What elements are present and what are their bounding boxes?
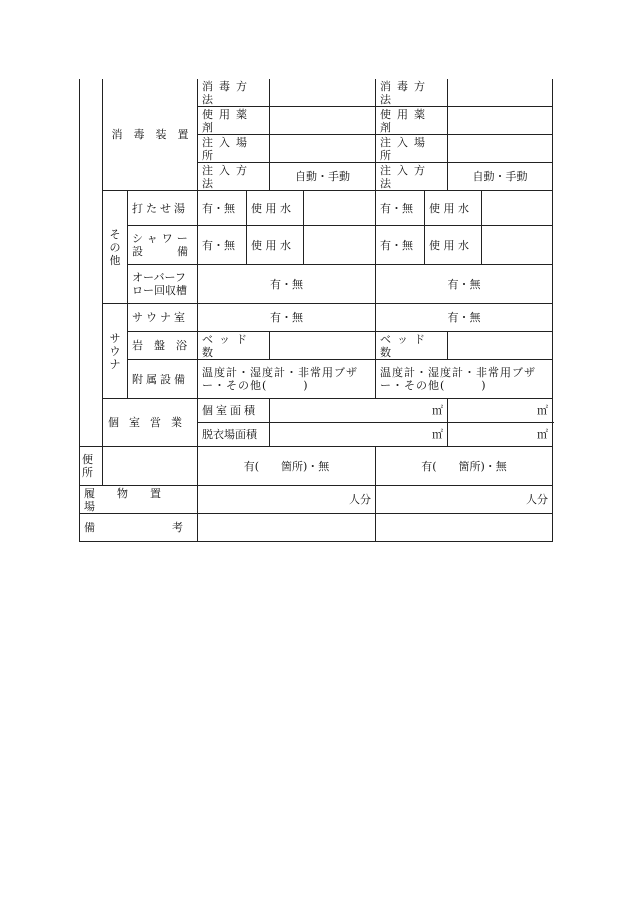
chemical-value-1[interactable] bbox=[270, 107, 376, 135]
sauna-room-label: サウナ室 bbox=[128, 304, 198, 332]
facility-form-table bbox=[79, 79, 553, 542]
utaseyu-label: 打たせ湯 bbox=[128, 191, 198, 226]
utaseyu-water-value-1[interactable] bbox=[304, 191, 375, 225]
area-unit: ㎡ bbox=[432, 428, 443, 441]
utaseyu-water-label-1: 使 用 水 bbox=[247, 191, 304, 225]
shower-water-value-2[interactable] bbox=[482, 226, 552, 264]
shoe-storage-value-2[interactable]: 人分 bbox=[376, 486, 553, 514]
private-room-section-label: 個室営業 bbox=[103, 399, 198, 447]
area-unit: ㎡ bbox=[537, 404, 548, 417]
utaseyu-values-1 bbox=[198, 191, 376, 226]
injection-method-label-2: 注入方法 bbox=[376, 163, 448, 191]
bed-count-value-2[interactable] bbox=[448, 332, 553, 360]
chemical-value-2[interactable] bbox=[448, 107, 553, 135]
private-room-area-value-1[interactable] bbox=[270, 399, 448, 423]
toilet-blank bbox=[103, 447, 198, 486]
changing-area-value-1[interactable] bbox=[270, 423, 448, 447]
shower-values-2 bbox=[376, 226, 553, 265]
disinfection-method-label: 消毒方法 bbox=[198, 79, 270, 107]
injection-place-label: 注入場所 bbox=[198, 135, 270, 163]
injection-method-label: 注入方法 bbox=[198, 163, 270, 191]
remarks-value-2[interactable] bbox=[376, 514, 553, 542]
area-unit: ㎡ bbox=[432, 404, 443, 417]
accessories-value-1[interactable]: 温度計・湿度計・非常用ブザー・その他( ) bbox=[198, 360, 376, 399]
changing-area-value-2[interactable] bbox=[448, 423, 553, 447]
sauna-room-value-1[interactable]: 有・無 bbox=[198, 304, 376, 332]
outer-left-column bbox=[80, 79, 103, 447]
private-room-area-label: 個室面積 bbox=[198, 399, 270, 423]
overflow-label: オーバーフロー回収槽 bbox=[128, 265, 198, 304]
shoe-storage-value-1[interactable]: 人分 bbox=[198, 486, 376, 514]
utaseyu-water-value-2[interactable] bbox=[482, 191, 552, 225]
utaseyu-values-2 bbox=[376, 191, 553, 226]
bed-count-label-2: ベッド数 bbox=[376, 332, 448, 360]
injection-place-value-2[interactable] bbox=[448, 135, 553, 163]
shower-water-label-1: 使 用 水 bbox=[247, 226, 304, 264]
area-unit: ㎡ bbox=[537, 428, 548, 441]
shower-label: シャワー設 備 bbox=[128, 226, 198, 265]
chemical-label: 使用薬剤 bbox=[198, 107, 270, 135]
remarks-label: 備 考 bbox=[80, 514, 198, 542]
shower-values-1 bbox=[198, 226, 376, 265]
disinfection-section-label: 消 毒 装 置 bbox=[103, 79, 198, 191]
accessories-value-2[interactable]: 温度計・湿度計・非常用ブザー・その他( ) bbox=[376, 360, 553, 399]
injection-method-value-1[interactable]: 自動・手動 bbox=[270, 163, 376, 191]
sauna-room-value-2[interactable]: 有・無 bbox=[376, 304, 553, 332]
injection-place-label-2: 注入場所 bbox=[376, 135, 448, 163]
toilet-label: 便所 bbox=[80, 447, 103, 486]
disinfection-method-value-2[interactable] bbox=[448, 79, 553, 107]
disinfection-method-value-1[interactable] bbox=[270, 79, 376, 107]
shower-water-value-1[interactable] bbox=[304, 226, 375, 264]
shower-water-label-2: 使 用 水 bbox=[425, 226, 482, 264]
shoe-storage-label: 履 物 置 場 bbox=[80, 486, 198, 514]
bed-count-label-1: ベッド数 bbox=[198, 332, 270, 360]
disinfection-method-label-2: 消毒方法 bbox=[376, 79, 448, 107]
utaseyu-yes-no-2[interactable]: 有・無 bbox=[376, 191, 425, 225]
toilet-value-1[interactable]: 有( 箇所)・無 bbox=[198, 447, 376, 486]
overflow-value-2[interactable]: 有・無 bbox=[376, 265, 553, 304]
overflow-value-1[interactable]: 有・無 bbox=[198, 265, 376, 304]
injection-method-value-2[interactable]: 自動・手動 bbox=[448, 163, 553, 191]
remarks-value-1[interactable] bbox=[198, 514, 376, 542]
other-section-label: そ の 他 bbox=[103, 191, 128, 304]
utaseyu-water-label-2: 使 用 水 bbox=[425, 191, 482, 225]
injection-place-value-1[interactable] bbox=[270, 135, 376, 163]
bed-count-value-1[interactable] bbox=[270, 332, 376, 360]
ganbanyoku-label: 岩 盤 浴 bbox=[128, 332, 198, 360]
changing-area-label: 脱衣場面積 bbox=[198, 423, 270, 447]
accessories-label: 附属設備 bbox=[128, 360, 198, 399]
shower-yes-no-1[interactable]: 有・無 bbox=[198, 226, 247, 264]
shower-yes-no-2[interactable]: 有・無 bbox=[376, 226, 425, 264]
toilet-value-2[interactable]: 有( 箇所)・無 bbox=[376, 447, 553, 486]
utaseyu-yes-no-1[interactable]: 有・無 bbox=[198, 191, 247, 225]
private-room-area-value-2[interactable] bbox=[448, 399, 553, 423]
sauna-section-label: サ ウ ナ bbox=[103, 304, 128, 399]
chemical-label-2: 使用薬剤 bbox=[376, 107, 448, 135]
